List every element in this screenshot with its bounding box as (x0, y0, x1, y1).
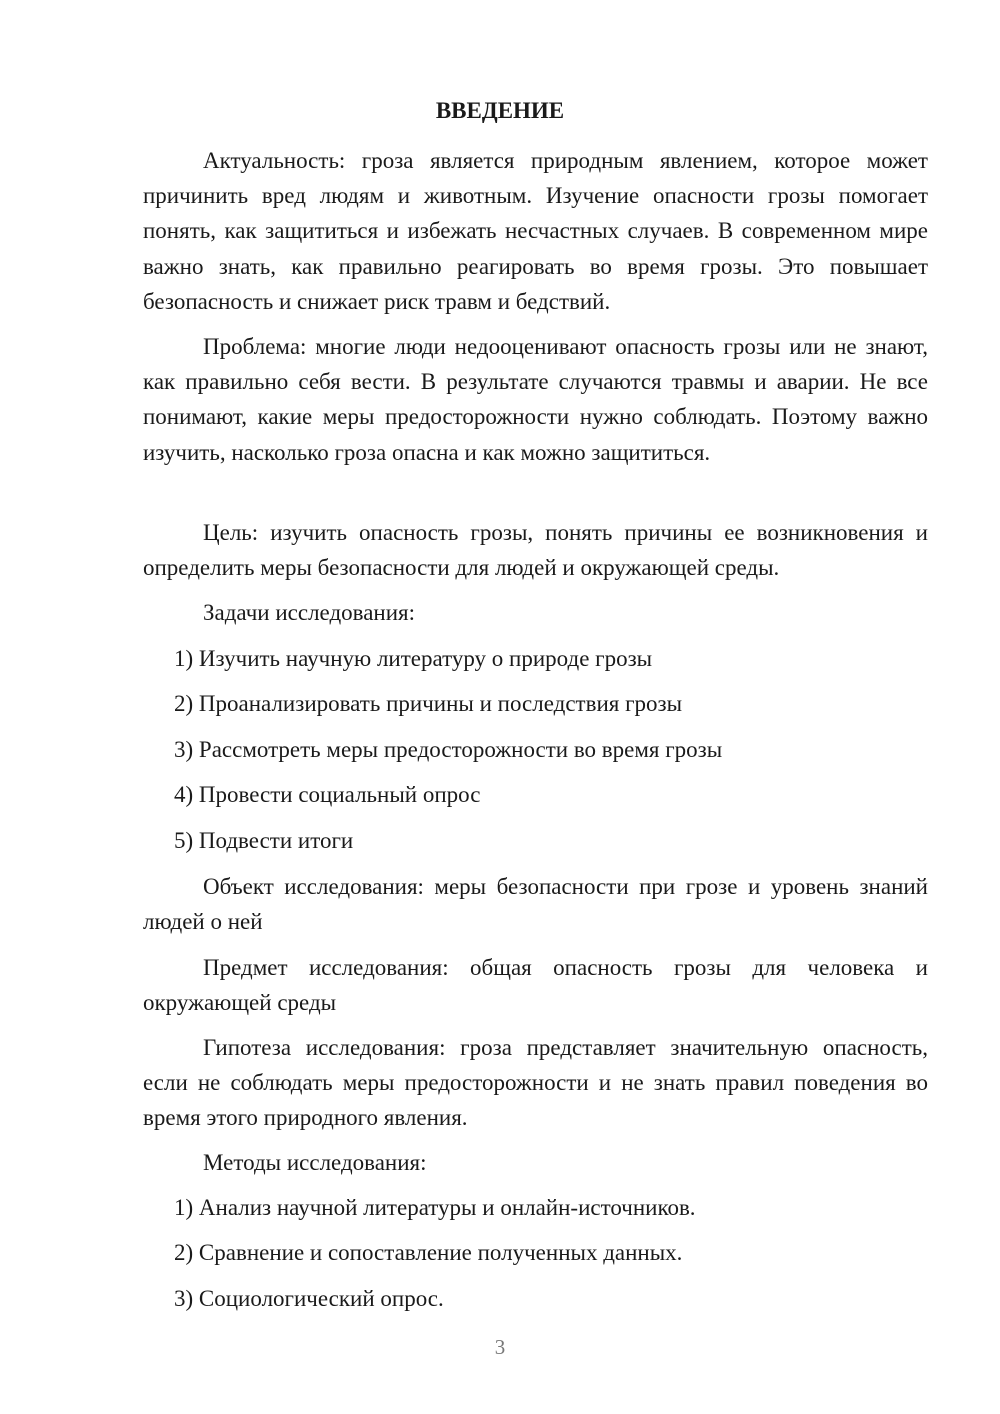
problem-paragraph: Проблема: многие люди недооценивают опасность грозы или не знают, как правильно себя вести. В результате случаются травмы и аварии. Не все понимают, какие меры предосторожности нужно соблюдать. Поэтому важно изучить, насколько гроза опасна и как можно защититься. (143, 334, 928, 465)
subject-paragraph: Предмет исследования: общая опасность грозы для человека и окружающей среды (143, 955, 928, 1016)
task-item-4: 4) Провести социальный опрос (174, 782, 481, 807)
page-number: 3 (494, 1335, 506, 1359)
tasks-label: Задачи исследования: (203, 600, 416, 625)
method-item-3: 3) Социологический опрос. (174, 1286, 444, 1311)
page-title: ВВЕДЕНИЕ (435, 98, 565, 123)
methods-label: Методы исследования: (203, 1150, 427, 1175)
goal-paragraph: Цель: изучить опасность грозы, понять причины ее возникновения и определить меры безопасности для людей и окружающей среды. (143, 520, 928, 581)
task-item-2: 2) Проанализировать причины и последствия грозы (174, 691, 683, 716)
method-item-1: 1) Анализ научной литературы и онлайн-источников. (174, 1195, 696, 1220)
relevance-paragraph: Актуальность: гроза является природным явлением, которое может причинить вред людям и животным. Изучение опасности грозы помогает понять, как защититься и избежать несчастных случаев. В современном мире важно знать, как правильно реагировать во время грозы. Это повышает безопасность и снижает риск травм и бедствий. (143, 148, 928, 314)
task-item-1: 1) Изучить научную литературу о природе грозы (174, 646, 653, 671)
task-item-5: 5) Подвести итоги (174, 828, 354, 853)
hypothesis-paragraph: Гипотеза исследования: гроза представляет значительную опасность, если не соблюдать меры предосторожности и не знать правил поведения во время этого природного явления. (143, 1035, 928, 1131)
method-item-2: 2) Сравнение и сопоставление полученных данных. (174, 1240, 683, 1265)
task-item-3: 3) Рассмотреть меры предосторожности во время грозы (174, 737, 723, 762)
object-paragraph: Объект исследования: меры безопасности при грозе и уровень знаний людей о ней (143, 874, 928, 935)
